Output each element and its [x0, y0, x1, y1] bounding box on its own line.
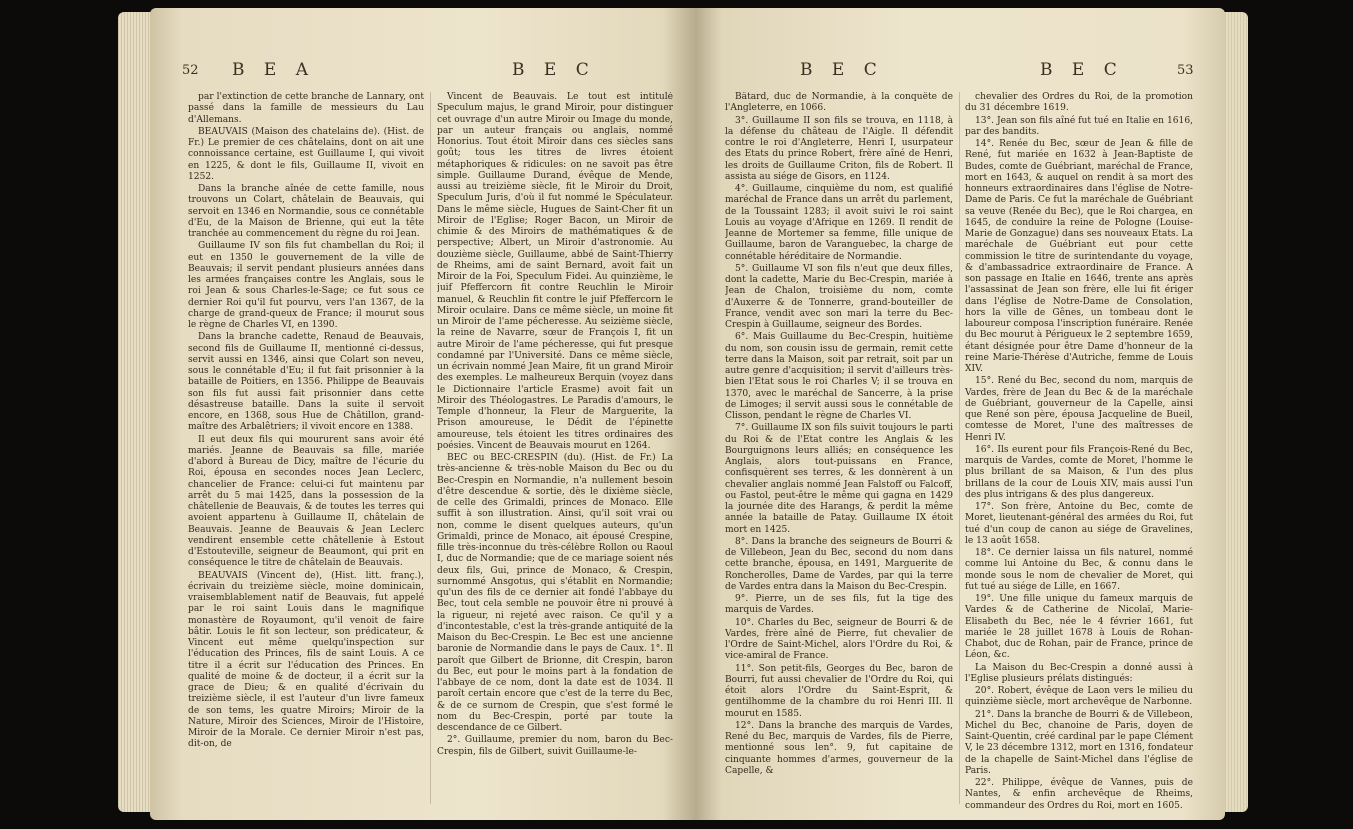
- right-running-head: [725, 60, 1215, 86]
- left-page: [150, 8, 695, 820]
- paragraph: 19°. Une fille unique du fameux marquis de Vardes & de Catherine de Nicolaï, Marie-Elisabeth du Bec, née le 4 février 1661, fut mariée le 28 juillet 1678 à Louis de Rohan-Chabot, duc de Rohan, pair de France, prince de Léon, &c.: [965, 594, 1193, 661]
- right-head-title-1: B E C: [800, 60, 884, 80]
- left-page-edges: [118, 12, 152, 812]
- paragraph: 14°. Renée du Bec, sœur de Jean & fille de René, fut mariée en 1632 à Jean-Baptiste de Budes, comte de Guébriant, maréchal de France, mort en 1643, & auquel on rendit à sa mort des honneurs extraordinaires dans l'église de Notre-Dame de Paris. Ce fut la maréchale de Guébriant sa veuve (Renée du Bec), que le Roi chargea, en 1645, de conduire la reine de Pologne (Louise-Marie de Gonzague) dans ses nouveaux Etats. La maréchale de Guébriant eut pour cette commission le titre de surintendante du voyage, & d'ambassadrice extraordinaire de France. A son passage en Italie en 1646, trente ans après l'assassinat de Jean son frère, elle lui fit ériger dans l'église de Notre-Dame de Consolation, hors la ville de Gênes, un tombeau dont le laboureur composa l'inscription funéraire. Renée du Bec mourut à Périgueux le 2 septembre 1659, étant désignée pour être Dame d'honneur de la reine Marie-Thérèse d'Autriche, femme de Louis XIV.: [965, 139, 1193, 374]
- paragraph: 15°. René du Bec, second du nom, marquis de Vardes, frère de Jean du Bec & de la maréchale de Guébriant, gouverneur de la Capelle, ainsi que René son père, épousa Jacqueline de Bueil, comtesse de Moret, l'une des maîtresses de Henri IV.: [965, 376, 1193, 443]
- paragraph: 6°. Mais Guillaume du Bec-Crespin, huitième du nom, son cousin issu de germain, remit cette terre dans la Maison, soit par retrait, soit par un autre genre d'acquisition; il servit d'ailleurs très-bien l'Etat sous le roi Charles V; il se trouva en 1370, avec le maréchal de Sancerre, à la prise de Limoges; il servit aussi sous le connétable de Clisson, pendant le règne de Charles VI.: [725, 332, 953, 421]
- paragraph: Vincent de Beauvais. Le tout est intitulé Speculum majus, le grand Miroir, pour distinguer cet ouvrage d'un autre Miroir ou Image du monde, par un auteur français ou anglais, nommé Honorius. Tout étoit Miroir dans ces siècles sans goût; tous les titres de livres étoient métaphoriques & ridicules: on ne savoit pas être simple. Guillaume Durand, évêque de Mende, aussi au treizième siècle, fit le Miroir du Droit, Speculum Juris, d'où il fut nommé le Spéculateur. Dans le même siècle, Hugues de Saint-Cher fit un Miroir de l'Eglise; Roger Bacon, un Miroir de chimie & des Miroirs de mathématiques & de perspective; Albert, un Miroir d'astronomie. Au douzième siècle, Guillaume, abbé de Saint-Thierry de Rheims, ami de saint Bernard, avoit fait un Miroir de la Foi, Speculum Fidei. Au quinzième, le juif Pfeffercorn fit contre Reuchlin le Miroir manuel, & Reuchlin fit contre le juif Pfeffercorn le Miroir oculaire. Dans ce même siècle, un moine fit un Miroir de l'ame pécheresse. Au seizième siècle, la reine de Navarre, sœur de François I, fit un autre Miroir de l'ame pécheresse, qui fut presque condamné par l'Université. Dans ce même siècle, un écrivain nommé Jean Maire, fit un grand Miroir des exemples. Le malheureux Berquin (voyez dans le Dictionnaire l'article Erasme) avoit fait un Miroir des Théologastres. Le Paradis d'amours, le Temple d'honneur, la Fleur de Marguerite, la Prison amoureuse, le Dédit de l'épinette amoureuse, tels étoient les titres ordinaires des poésies. Vincent de Beauvais mourut en 1264.: [437, 92, 673, 451]
- paragraph: Dans la branche cadette, Renaud de Beauvais, second fils de Guillaume II, mentionné ci-dessus, servit aussi en 1346, ainsi que Colart son neveu, sous le connétable d'Eu; il fut fait prisonnier à la bataille de Poitiers, en 1356. Philippe de Beauvais son fils fut aussi fait prisonnier dans cette désastreuse bataille. Dans la suite il servoit encore, en 1368, sous Hue de Châtillon, grand-maître des Arbalêtriers; il vivoit encore en 1388.: [188, 332, 424, 433]
- paragraph: 9°. Pierre, un de ses fils, fut la tige des marquis de Vardes.: [725, 594, 953, 616]
- paragraph: 18°. Ce dernier laissa un fils naturel, nommé comme lui Antoine du Bec, & connu dans le monde sous le nom de chevalier de Moret, qui fut tué au siége de Lille, en 1667.: [965, 548, 1193, 592]
- paragraph: 13°. Jean son fils aîné fut tué en Italie en 1616, par des bandits.: [965, 115, 1193, 137]
- paragraph: 11°. Son petit-fils, Georges du Bec, baron de Bourri, fut aussi chevalier de l'Ordre du Roi, qui étoit alors l'Ordre du Saint-Esprit, & gentilhomme de la chambre du roi Henri III. Il mourut en 1585.: [725, 663, 953, 719]
- paragraph: Guillaume IV son fils fut chambellan du Roi; il eut en 1350 le gouvernement de la ville de Beauvais; il servit pendant plusieurs années dans les armées françaises contre les Anglais, sous le roi Jean & sous Charles-le-Sage; ce fut sous ce dernier Roi qu'il fut pourvu, vers l'an 1367, de la charge de grand-queux de France; il mourut sous le règne de Charles VI, en 1390.: [188, 241, 424, 330]
- paragraph: BEAUVAIS (Vincent de), (Hist. litt. franç.), écrivain du treizième siècle, moine dominicain, vraisemblablement natif de Beauvais, fut appelé par le roi saint Louis dans le magnifique monastère de Royaumont, qu'il venoit de faire bâtir. Louis le fit son lecteur, son prédicateur, & Vincent eut même quelqu'inspection sur l'éducation des Princes, fils de saint Louis. A ce titre il a écrit sur l'éducation des Princes. En qualité de moine & de docteur, il a écrit sur la grace de Dieu; & en qualité d'écrivain du treizième siècle, il est l'auteur d'un livre fameux de son tems, les quatre Miroirs; Miroir de la Nature, Miroir des Sciences, Miroir de l'Histoire, Miroir de la Morale. Ce dernier Miroir n'est pas, dit-on, de: [188, 570, 424, 750]
- left-running-head: [182, 60, 672, 86]
- right-column-1: [725, 92, 953, 814]
- book-spread: [110, 0, 1250, 829]
- right-head-title-2: B E C: [1040, 60, 1124, 80]
- paragraph: 5°. Guillaume VI son fils n'eut que deux filles, dont la cadette, Marie du Bec-Crespin, mariée à Jean de Chalon, troisième du nom, comte d'Auxerre & de Tonnerre, grand-bouteiller de France, vendit avec son mari la terre du Bec-Crespin à Guillaume, seigneur des Bordes.: [725, 263, 953, 330]
- paragraph: 4°. Guillaume, cinquième du nom, est qualifié maréchal de France dans un arrêt du parlement, de la Toussaint 1283; il avoit suivi le roi saint Louis au voyage d'Afrique en 1269. Il rendit de Jeanne de Mortemer sa femme, fille unique de Guillaume, baron de Varanguebec, la charge de connétable héréditaire de Normandie.: [725, 184, 953, 262]
- left-head-title-1: B E A: [232, 60, 315, 80]
- paragraph: 2°. Guillaume, premier du nom, baron du Bec-Crespin, fils de Gilbert, suivit Guillaume-le-: [437, 735, 673, 757]
- paragraph: Il eut deux fils qui moururent sans avoir été mariés. Jeanne de Beauvais sa fille, mariée d'abord à Bureau de Dicy, maître de l'écurie du Roi, épousa en secondes noces Jean Leclerc, chancelier de France: celui-ci fut maintenu par arrêt du 5 mai 1425, dans la possession de la châtellenie de Beauvais, & de toutes les terres qui avoient appartenu à Guillaume II, châtelain de Beauvais. Jeanne de Beauvais & Jean Leclerc vendirent ensemble cette châtellenie à Estout d'Estouteville, seigneur de Beaumont, qui prit en conséquence le titre de châtelain de Beauvais.: [188, 434, 424, 569]
- right-page: [695, 8, 1225, 820]
- column-rule: [959, 92, 960, 804]
- right-column-2: [965, 92, 1193, 814]
- paragraph: Bâtard, duc de Normandie, à la conquête de l'Angleterre, en 1066.: [725, 92, 953, 114]
- left-column-2: [437, 92, 673, 814]
- left-column-1: [188, 92, 424, 814]
- paragraph: BEAUVAIS (Maison des chatelains de). (Hist. de Fr.) Le premier de ces châtelains, dont on ait une connoissance certaine, est Guillaume I, qui vivoit en 1225, & dont le fils, Guillaume II, vivoit en 1252.: [188, 126, 424, 182]
- paragraph: 10°. Charles du Bec, seigneur de Bourri & de Vardes, frère aîné de Pierre, fut chevalier de l'Ordre de Saint-Michel, alors l'Ordre du Roi, & vice-amiral de France.: [725, 617, 953, 662]
- paragraph: Dans la branche aînée de cette famille, nous trouvons un Colart, châtelain de Beauvais, qui servoit en 1346 en Normandie, sous ce connétable d'Eu, de la Maison de Brienne, qui eut la tête tranchée au commencement du règne du roi Jean.: [188, 184, 424, 239]
- paragraph: 3°. Guillaume II son fils se trouva, en 1118, à la défense du château de l'Aigle. Il défendit contre le roi d'Angleterre, Henri I, usurpateur des Etats du prince Robert, frère aîné de Henri, les droits de Guillaume Criton, fils de Robert. Il assista au siége de Gisors, en 1124.: [725, 115, 953, 182]
- paragraph: 16°. Ils eurent pour fils François-René du Bec, marquis de Vardes, comte de Moret, l'homme le plus brillant de sa Maison, & l'un des plus brillans de la cour de Louis XIV, mais aussi l'un des plus intrigans & des plus dangereux.: [965, 444, 1193, 500]
- right-page-edges: [1222, 12, 1248, 812]
- paragraph: 22°. Philippe, évêque de Vannes, puis de Nantes, & enfin archevêque de Rheims, commandeur des Ordres du Roi, mort en 1605.: [965, 778, 1193, 811]
- column-rule: [430, 92, 431, 804]
- paragraph: 17°. Son frère, Antoine du Bec, comte de Moret, lieutenant-général des armées du Roi, fut tué d'un coup de canon au siége de Gravelines, le 13 août 1658.: [965, 502, 1193, 546]
- paragraph: 7°. Guillaume IX son fils suivit toujours le parti du Roi & de l'Etat contre les Anglais & les Bourguignons leurs alliés; en conséquence les Anglais, alors tout-puissans en France, confisquèrent ses terres, & les donnèrent à un chevalier anglais nommé Jean Falstoff ou Falcoff, ou Fastol, peut-être le même qui gagna en 1429 la journée dite des Harangs, & perdit la même année la bataille de Patay. Guillaume IX étoit mort en 1425.: [725, 423, 953, 535]
- paragraph: 21°. Dans la branche de Bourri & de Villebeon, Michel du Bec, chanoine de Paris, doyen de Saint-Quentin, créé cardinal par le pape Clément V, le 23 décembre 1312, mort en 1316, fondateur de la chapelle de Saint-Michel dans l'église de Paris.: [965, 709, 1193, 776]
- left-page-number: 52: [182, 63, 199, 78]
- paragraph: 20°. Robert, évêque de Laon vers le milieu du quinzième siècle, mort archevêque de Narbonne.: [965, 686, 1193, 708]
- paragraph: La Maison du Bec-Crespin a donné aussi à l'Eglise plusieurs prélats distingués:: [965, 662, 1193, 684]
- paragraph: chevalier des Ordres du Roi, de la promotion du 31 décembre 1619.: [965, 92, 1193, 114]
- paragraph: par l'extinction de cette branche de Lannary, ont passé dans la famille de messieurs du Lau d'Allemans.: [188, 92, 424, 125]
- paragraph: 8°. Dans la branche des seigneurs de Bourri & de Villebeon, Jean du Bec, second du nom dans cette branche, épousa, en 1491, Marguerite de Roncherolles, Dame de Vardes, par qui la terre de Vardes entra dans la Maison du Bec-Crespin.: [725, 536, 953, 592]
- paragraph: BEC ou BEC-CRESPIN (du). (Hist. de Fr.) La très-ancienne & très-noble Maison du Bec ou du Bec-Crespin en Normandie, n'a nullement besoin d'être descendue & sortie, dès le dixième siècle, de celle des Grimaldi, princes de Monaco. Elle suffit à son illustration. Ainsi, qu'il soit vrai ou non, comme le disent quelques auteurs, qu'un Grimaldi, prince de Monaco, ait épousé Crespine, fille très-inconnue du très-célèbre Rollon ou Raoul I, duc de Normandie; que de ce mariage soient nés deux fils, Gui, prince de Monaco, & Crespin, surnommé Ansgotus, qui s'établit en Normandie; qu'un des fils de ce dernier ait fondé l'abbaye du Bec, tout cela semble ne pouvoir être ni prouvé à la rigueur, ni rejeté avec raison. Ce qu'il y a d'incontestable, c'est la très-grande antiquité de la Maison du Bec-Crespin. Le Bec est une ancienne baronie de Normandie dans le pays de Caux. 1°. Il paroît que Gilbert de Brionne, dit Crespin, baron du Bec, eut pour le moins part à la fondation de l'abbaye de ce nom, dont la date est de 1034. Il paroît certain encore que c'est de la terre du Bec, & de ce surnom de Crespin, que s'est formé le nom du Bec-Crespin, porté par toute la descendance de ce Gilbert.: [437, 453, 673, 733]
- paragraph: 12°. Dans la branche des marquis de Vardes, René du Bec, marquis de Vardes, fils de Pierre, mentionné sous len°. 9, fut capitaine de cinquante hommes d'armes, gouverneur de la Capelle, &: [725, 720, 953, 776]
- left-head-title-2: B E C: [512, 60, 596, 80]
- right-page-number: 53: [1177, 63, 1194, 78]
